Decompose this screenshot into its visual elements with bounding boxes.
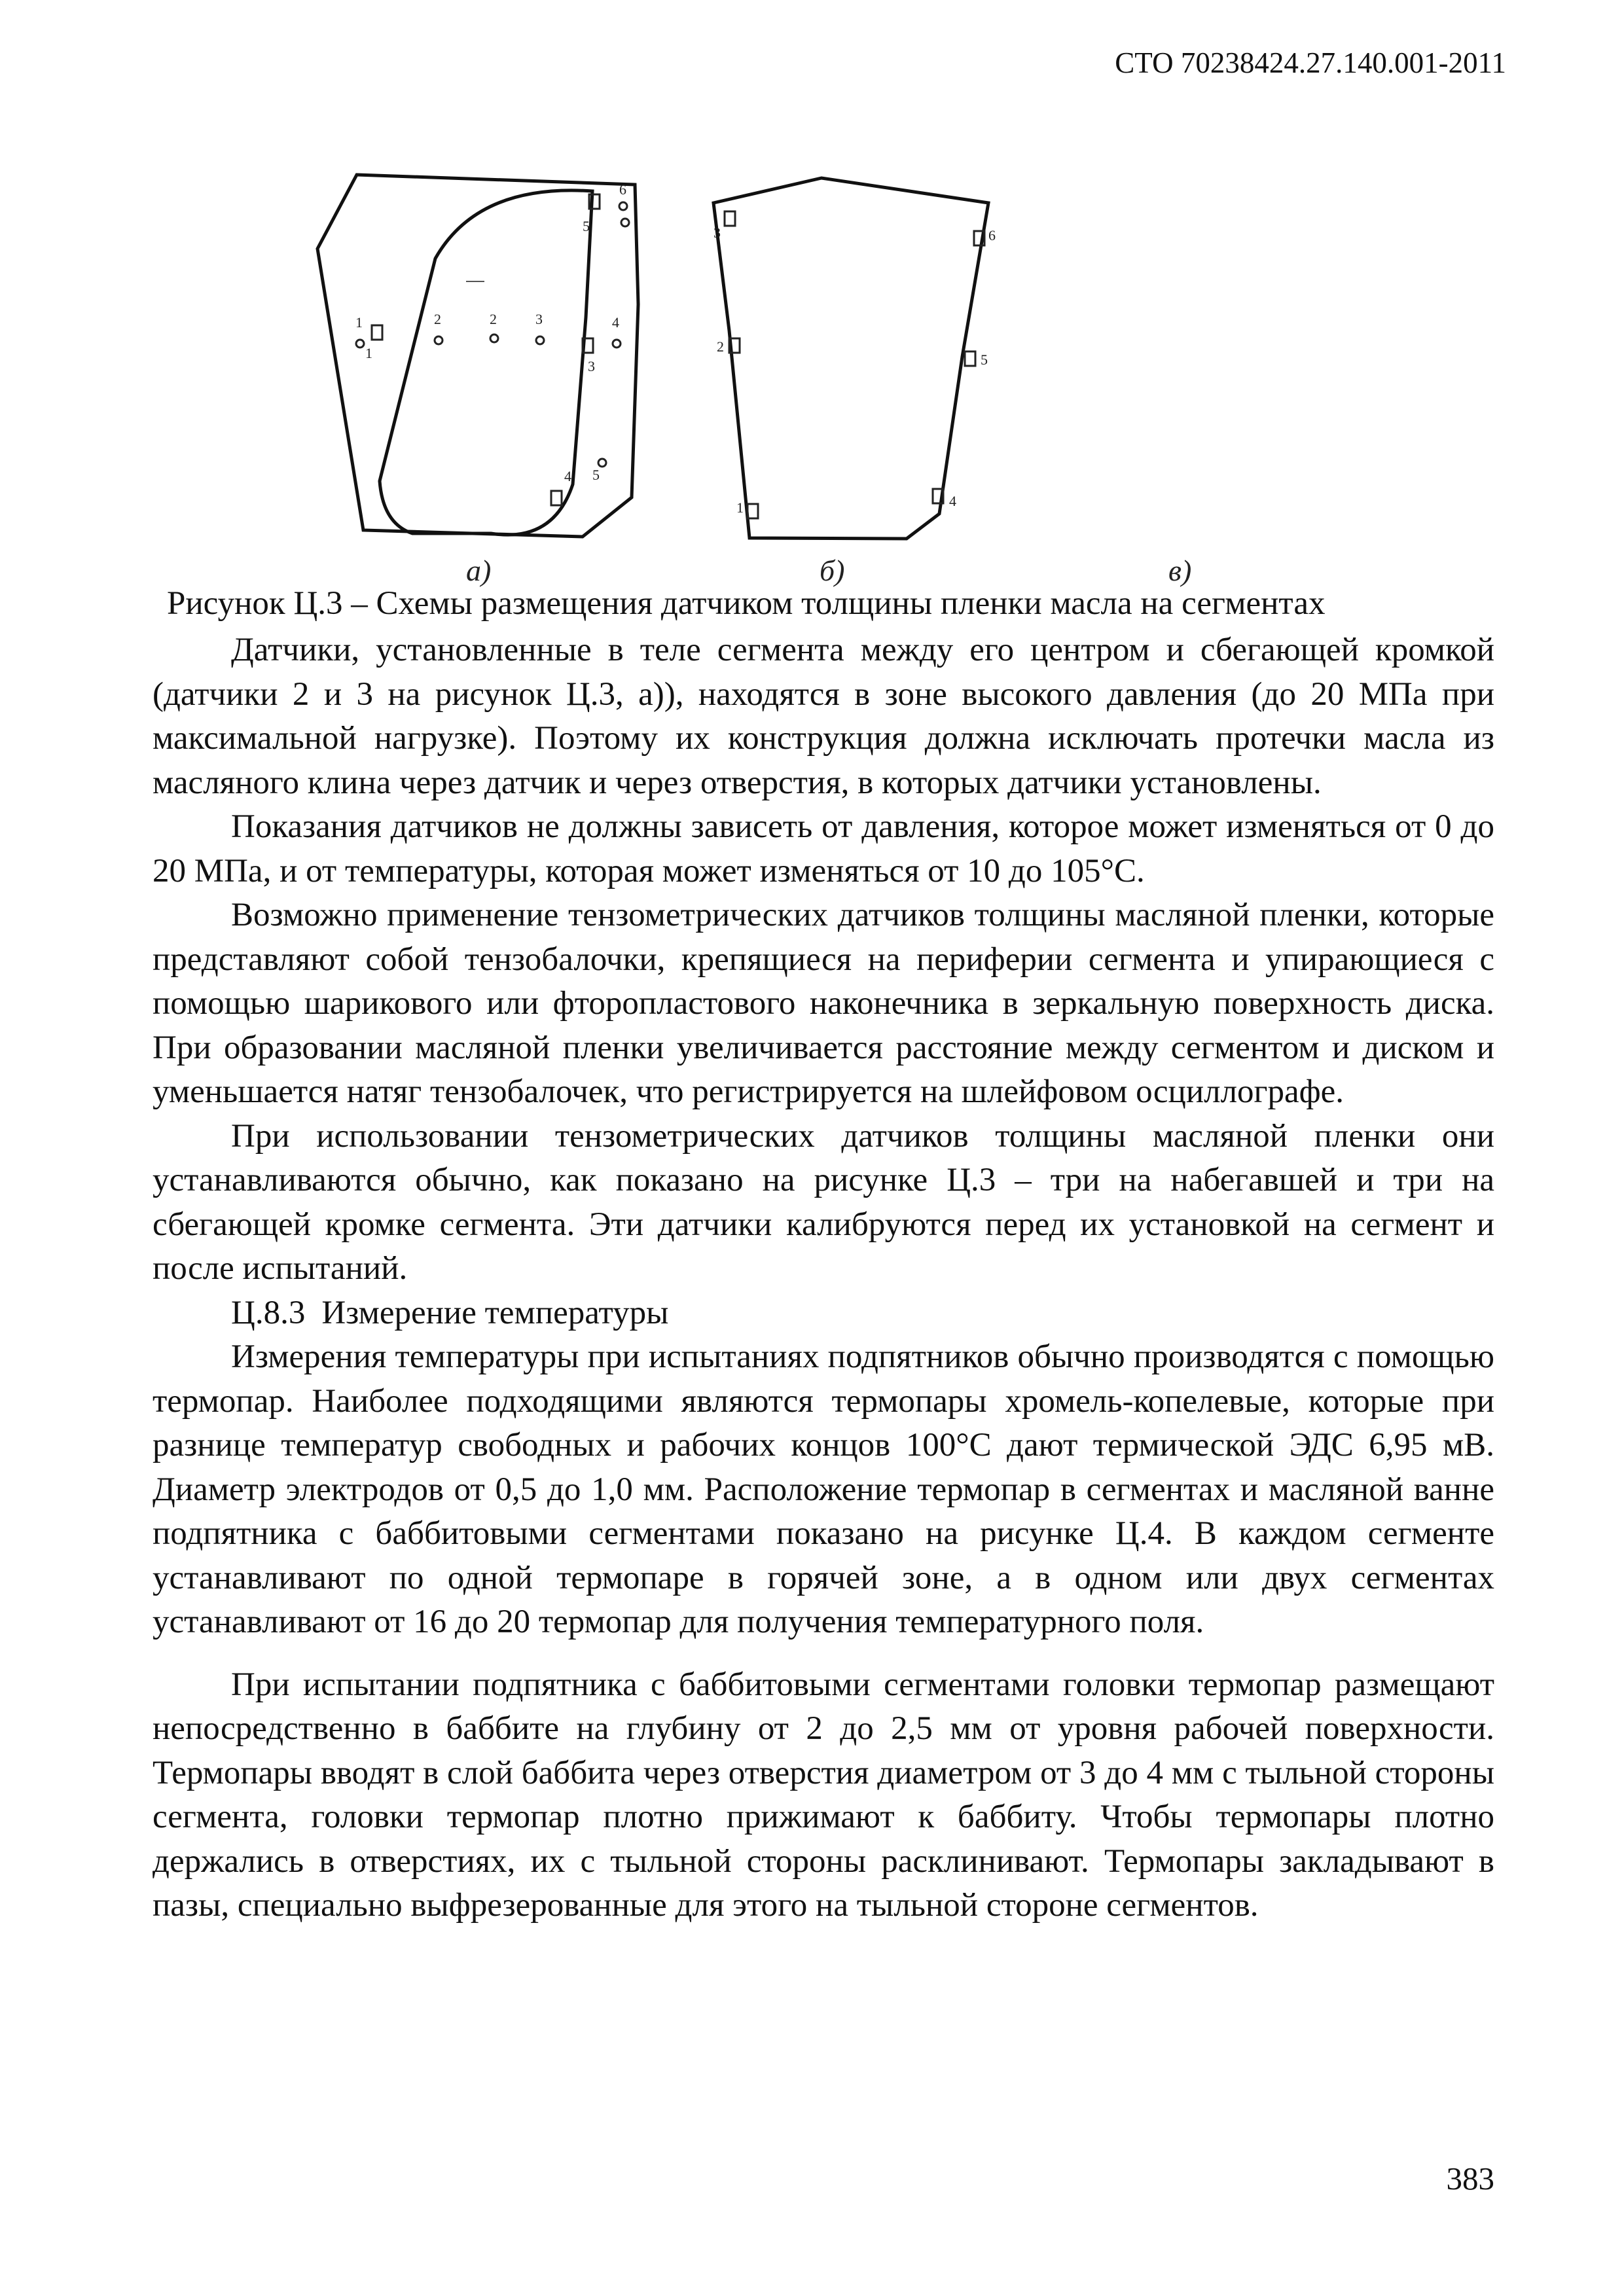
segment-schemes-drawing (295, 167, 1362, 592)
sensor-label: 6 (619, 181, 626, 198)
panel-c-sensor-labels (713, 224, 996, 516)
segment-c-outline (713, 178, 988, 539)
panel-b-sensors (372, 194, 600, 505)
document-code-header: СТО 70238424.27.140.001-2011 (1115, 46, 1506, 79)
figure-caption: Рисунок Ц.3 – Схемы размещения датчиком толщины пленки масла на сегментах (167, 585, 1326, 622)
paragraph: Показания датчиков не должны зависеть от давления, которое может изменяться от 0 до 20 МПа, и от температуры, которая может изменяться от 10 до 105°С. (153, 808, 1494, 889)
sensor-label: 4 (949, 493, 956, 509)
panel-label-b: б) (820, 554, 845, 587)
section-number: Ц.8.3 (231, 1294, 306, 1331)
sensor-label: 1 (365, 345, 372, 361)
sensor-label: 3 (713, 224, 721, 241)
sensor-label: 5 (981, 351, 988, 368)
paragraph: При испытании подпятника с баббитовыми сегментами головки термопар размещают непосредственно в баббите на глубину от 2 до 2,5 мм от уровня рабочей поверхности. Термопары вводят в слой баббита через отверстия диаметром от 3 до 4 мм с тыльной стороны сегмента, головки термопар плотно прижимают к баббиту. Чтобы термопары плотно держались в отверстиях, их с тыльной стороны расклинивают. Термопары закладывают в пазы, специально выфрезерованные для этого на тыльной стороне сегментов. (153, 1666, 1494, 1924)
sensor-label: 4 (612, 314, 619, 331)
paragraph: Датчики, установленные в теле сегмента между его центром и сбегающей кромкой (датчики 2 и 3 на рисунок Ц.3, а)), находятся в зоне высокого давления (до 20 МПа при максимальной нагрузке). Поэтому их конструкция должна исключать протечки масла из масляного клина через датчик и через отверстия, в которых датчики установлены. (153, 632, 1494, 801)
section-title: Измерение температуры (321, 1294, 669, 1331)
sensor-label: 2 (434, 311, 441, 327)
panel-label-a: а) (466, 554, 492, 587)
sensor-label: 1 (355, 314, 363, 331)
sensor-label: 3 (535, 311, 543, 327)
sensor-label: 5 (583, 218, 590, 234)
panel-b-sensor-labels (365, 218, 595, 484)
paragraph: Измерения температуры при испытаниях подпятников обычно производятся с помощью термопар. Наиболее подходящими являются термопары хромель-копелевые, которые при разнице температур свободных и рабочих концов 100°С дают термической ЭДС 6,95 мВ. Диаметр электродов от 0,5 до 1,0 мм. Расположение термопар в сегментах и масляной ванне подпятника с баббитовыми сегментами показано на рисунке Ц.4. В каждом сегменте устанавливают по одной термопаре в горячей зоне, а в одном или двух сегментах устанавливают от 16 до 20 термопар для получения температурного поля. (153, 1338, 1494, 1640)
sensor-label: 4 (564, 468, 571, 484)
section-heading (153, 1291, 1494, 1336)
sensor-label: 6 (988, 227, 996, 243)
segment-b-outline (380, 190, 592, 535)
paragraph: Возможно применение тензометрических датчиков толщины масляной пленки, которые представляют собой тензобалочки, крепящиеся на периферии сегмента и упирающиеся с помощью шарикового или фторопластового наконечника в зеркальную поверхность диска. При образовании масляной пленки увеличивается расстояние между сегментом и диском и уменьшается натяг тензобалочек, что регистрируется на шлейфовом осциллографе. (153, 897, 1494, 1110)
sensor-label: 2 (490, 311, 497, 327)
sensor-placement-figure (295, 167, 1362, 592)
panel-label-c: в) (1168, 554, 1192, 587)
page-number: 383 (1446, 2161, 1494, 2197)
sensor-label: 3 (588, 358, 595, 374)
sensor-label: 1 (736, 499, 744, 516)
paragraph: При использовании тензометрических датчиков толщины масляной пленки они устанавливаются обычно, как показано на рисунке Ц.3 – три на набегавшей и три на сбегающей кромке сегмента. Эти датчики калибруются перед их установкой на сегмент и после испытаний. (153, 1117, 1494, 1287)
body-text (153, 628, 1494, 1928)
sensor-label: 5 (592, 467, 600, 483)
sensor-label: 2 (717, 338, 724, 355)
